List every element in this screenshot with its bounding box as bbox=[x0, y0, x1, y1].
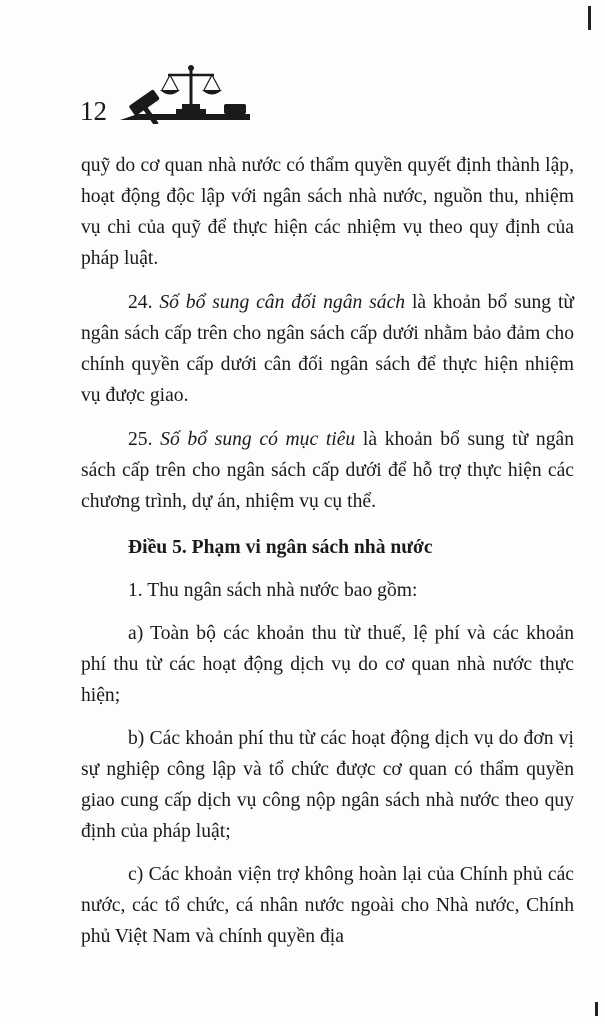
page-number: 12 bbox=[80, 96, 107, 126]
scan-edge-mark-top bbox=[588, 6, 591, 30]
item-c: c) Các khoản viện trợ không hoàn lại của Chính phủ các nước, các tổ chức, cá nhân nước ngoài cho Nhà nước, Chính phủ Việt Nam và chính quyền địa bbox=[81, 864, 574, 947]
item-b: b) Các khoản phí thu từ các hoạt động dịch vụ do đơn vị sự nghiệp công lập và tổ chức được cơ quan có thẩm quyền giao cung cấp dịch vụ công nộp ngân sách nhà nước theo quy định của pháp luật; bbox=[81, 728, 574, 842]
paragraph-25 bbox=[81, 424, 574, 517]
document-body bbox=[81, 150, 574, 952]
paragraph-25-definition: là khoản bổ sung từ ngân sách cấp trên cho ngân sách cấp dưới để hỗ trợ thực hiện các chương trình, dự án, nhiệm vụ cụ thể. bbox=[81, 429, 574, 512]
item-1: 1. Thu ngân sách nhà nước bao gồm: bbox=[128, 580, 418, 601]
scan-edge-mark-bottom bbox=[595, 1002, 598, 1016]
term-so-bo-sung-co-muc-tieu: Số bổ sung có mục tiêu bbox=[160, 429, 356, 450]
page-header bbox=[80, 62, 280, 132]
paragraph-continuation: quỹ do cơ quan nhà nước có thẩm quyền quyết định thành lập, hoạt động độc lập với ngân sách nhà nước, nguồn thu, nhiệm vụ chi của quỹ để thực hiện các nhiệm vụ theo quy định của pháp luật. bbox=[81, 155, 574, 269]
paragraph-24 bbox=[81, 287, 574, 411]
paragraph-24-definition: là khoản bổ sung từ ngân sách cấp trên cho ngân sách cấp dưới nhằm bảo đảm cho chính quyền cấp dưới cân đối ngân sách để thực hiện nhiệm vụ được giao. bbox=[81, 292, 575, 406]
scales-of-justice-icon bbox=[120, 62, 255, 124]
item-a: a) Toàn bộ các khoản thu từ thuế, lệ phí và các khoản phí thu từ các hoạt động dịch vụ do cơ quan nhà nước thực hiện; bbox=[81, 623, 574, 706]
paragraph-25-number: 25. bbox=[128, 429, 153, 450]
article-heading: Điều 5. Phạm vi ngân sách nhà nước bbox=[128, 537, 433, 558]
term-so-bo-sung-can-doi: Số bổ sung cân đối ngân sách bbox=[159, 292, 406, 313]
paragraph-24-number: 24. bbox=[128, 292, 153, 313]
